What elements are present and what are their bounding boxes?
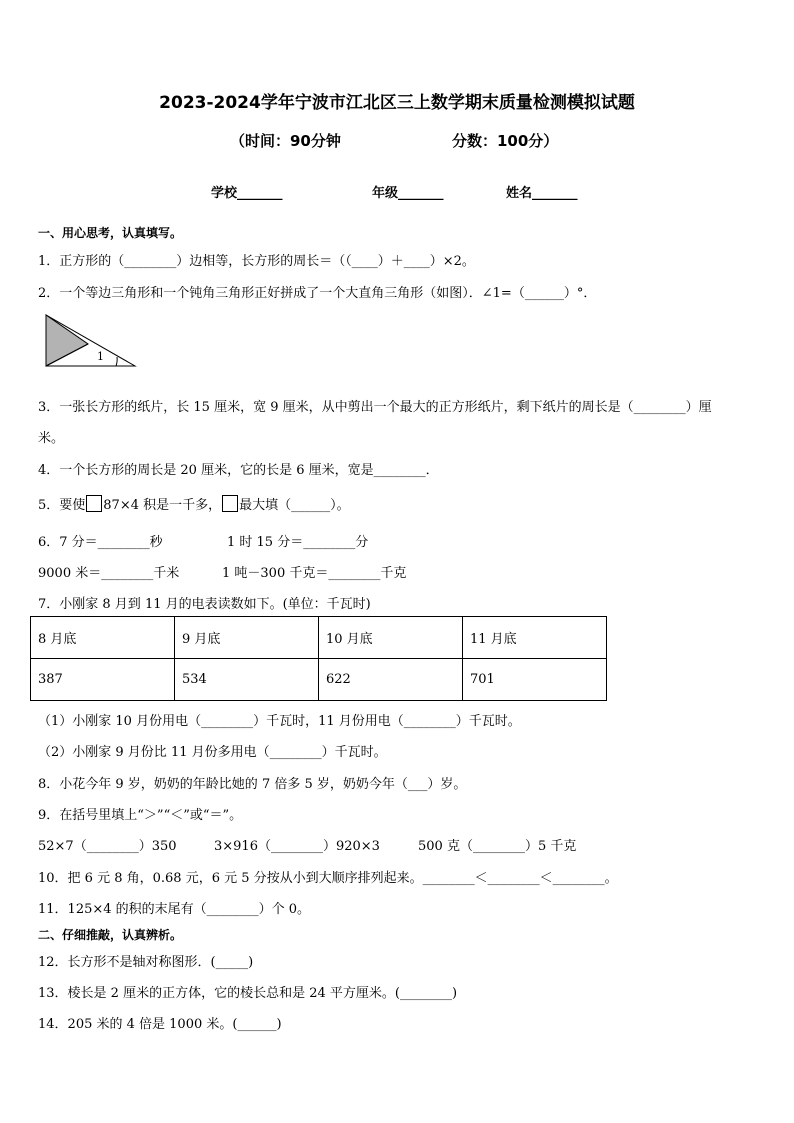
exam-title: 2023-2024学年宁波市江北区三上数学期末质量检测模拟试题 [159, 93, 635, 113]
question-10: 10．把 6 元 8 角，0.68 元，6 元 5 分按从小到大顺序排列起来。________＜________＜________。 [38, 871, 618, 886]
question-6-line-2a: 9000 米＝________千米 [38, 566, 180, 581]
blank-box-1[interactable] [86, 495, 102, 512]
question-9a: 52×7（________）350 [38, 839, 177, 854]
question-7-part-2: （2）小刚家 9 月份比 11 月份多用电（________）千瓦时。 [38, 745, 387, 760]
section-1-heading: 一、用心思考，认真填写。 [38, 226, 183, 240]
school-field[interactable]: 学校_______ [211, 186, 283, 201]
question-1: 1．正方形的（________）边相等，长方形的周长＝（（____）＋____）×2。 [38, 254, 475, 269]
question-3: 3．一张长方形的纸片，长 15 厘米，宽 9 厘米，从中剪出一个最大的正方形纸片，剩下纸片的周长是（________）厘 [38, 400, 712, 415]
angle-arc [116, 357, 117, 366]
time-limit: （时间：90分钟 [230, 132, 341, 150]
question-8: 8．小花今年 9 岁，奶奶的年龄比她的 7 倍多 5 岁，奶奶今年（___）岁。 [38, 777, 467, 792]
table-cell: 701 [463, 659, 607, 701]
table-header-cell: 9 月底 [175, 617, 319, 659]
question-2: 2．一个等边三角形和一个钝角三角形正好拼成了一个大直角三角形（如图）．∠1=（______）°． [38, 286, 597, 301]
question-9: 9．在括号里填上“＞”“＜”或“＝”。 [38, 808, 243, 823]
question-12: 12．长方形不是轴对称图形．(_____) [38, 955, 254, 970]
table-header-cell: 11 月底 [463, 617, 607, 659]
blank-box-2[interactable] [222, 495, 238, 512]
question-6-line-1a: 6．7 分＝________秒 [38, 535, 163, 550]
triangle-figure [44, 313, 138, 369]
table-row [31, 659, 607, 701]
table-header-cell: 10 月底 [319, 617, 463, 659]
meter-readings-table [30, 616, 607, 701]
angle-label: 1 [97, 350, 104, 363]
grade-field[interactable]: 年级_______ [372, 186, 444, 201]
table-header-cell: 8 月底 [31, 617, 175, 659]
question-7: 7．小刚家 8 月到 11 月的电表读数如下。(单位：千瓦时) [38, 597, 371, 612]
question-14: 14．205 米的 4 倍是 1000 米。(______) [38, 1017, 282, 1032]
table-cell: 387 [31, 659, 175, 701]
question-7-part-1: （1）小刚家 10 月份用电（________）千瓦时，11 月份用电（________）千瓦时。 [38, 714, 521, 729]
question-5-prefix: 5．要使 [38, 498, 86, 513]
equilateral-triangle-shaded [46, 315, 88, 366]
table-header-row [31, 617, 607, 659]
question-11: 11．125×4 的积的末尾有（________）个 0。 [38, 902, 311, 917]
table-cell: 534 [175, 659, 319, 701]
question-5-suffix: 最大填（______）。 [239, 498, 350, 513]
question-6-line-1b: 1 时 15 分＝________分 [227, 535, 369, 550]
question-3-continued: 米。 [38, 431, 65, 446]
table-cell: 622 [319, 659, 463, 701]
question-9c: 500 克（________）5 千克 [418, 839, 577, 854]
question-9b: 3×916（________）920×3 [214, 839, 380, 854]
question-5-middle: 87×4 积是一千多， [103, 498, 222, 513]
question-5 [38, 494, 350, 513]
question-4: 4．一个长方形的周长是 20 厘米，它的长是 6 厘米，宽是________． [38, 463, 439, 478]
section-2-heading: 二、仔细推敲，认真辨析。 [38, 928, 183, 942]
question-13: 13．棱长是 2 厘米的正方体，它的棱长总和是 24 平方厘米。(________) [38, 986, 458, 1001]
question-6-line-2b: 1 吨－300 千克＝________千克 [222, 566, 407, 581]
total-score: 分数：100分） [452, 132, 559, 150]
name-field[interactable]: 姓名_______ [506, 186, 578, 201]
